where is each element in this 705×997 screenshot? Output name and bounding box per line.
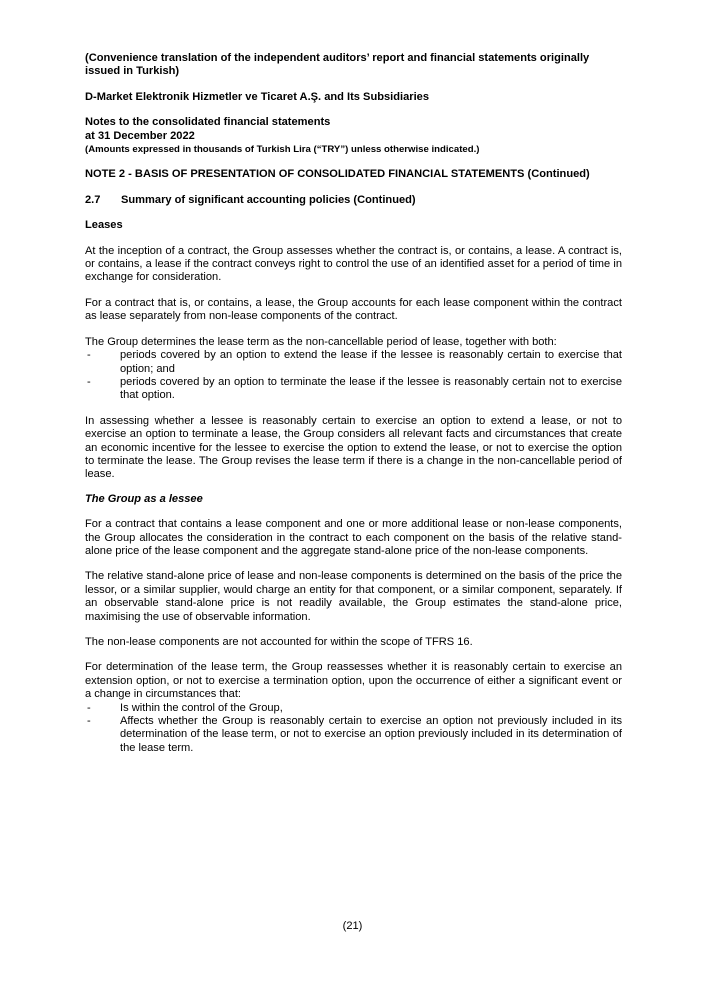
circumstances-list [85, 702, 622, 756]
section-heading [85, 194, 622, 207]
list-item [85, 702, 622, 715]
note-title: NOTE 2 - BASIS OF PRESENTATION OF CONSOLIDATED FINANCIAL STATEMENTS (Continued) [85, 168, 590, 181]
paragraph-5: For a contract that contains a lease component and one or more additional lease or non-lease components, the Group allocates the consideration in the contract to each component on the basis of the relative stand-alone price of the lease component and the aggregate stand-alone price of the non-lease components. [85, 518, 622, 557]
company-name: D-Market Elektronik Hizmetler ve Ticaret A.Ş. and Its Subsidiaries [85, 90, 430, 103]
paragraph-4: In assessing whether a lessee is reasonably certain to exercise an option to extend a lease, or not to exercise an option to terminate a lease, the Group considers all relevant facts and circumstances that create an economic incentive for the lessee to exercise the option to extend the lease, or not to exercise the option to terminate the lease. The Group revises the lease term if there is a change in the non-cancellable period of lease. [85, 414, 622, 481]
list-item [85, 349, 622, 376]
list-item-text: periods covered by an option to terminate the lease if the lessee is reasonably certain not to exercise that option. [120, 375, 622, 402]
document-page [85, 52, 622, 755]
list-item-text: periods covered by an option to extend the lease if the lessee is reasonably certain to exercise that option; and [120, 349, 622, 375]
list-item-text: Affects whether the Group is reasonably certain to exercise an option not previously included in its determination of the lease term, or not to exercise an option previously included in its determination of the lease term. [120, 715, 622, 754]
paragraph-6: The relative stand-alone price of lease and non-lease components is determined on the basis of the price the lessor, or a similar supplier, would charge an entity for that component, or a similar component, separately. If an observable stand-alone price is not readily available, the Group estimates the stand-alone price, maximising the use of observable information. [85, 570, 622, 623]
section-number: 2.7 [85, 193, 101, 206]
list-dash: - [87, 375, 91, 388]
convenience-note: (Convenience translation of the independent auditors’ report and financial statements originally issued in Turkish) [85, 52, 590, 78]
leases-heading: Leases [85, 219, 123, 232]
paragraph-1: At the inception of a contract, the Group assesses whether the contract is, or contains, a lease. A contract is, or contains, a lease if the contract conveys right to control the use of an identified asset for a period of time in exchange for consideration. [85, 244, 622, 284]
paragraph-8: For determination of the lease term, the Group reassesses whether it is reasonably certain to exercise an extension option, or not to exercise a termination option, upon the occurrence of either a significant event or a change in circumstances that: [85, 661, 622, 701]
report-date: at 31 December 2022 [85, 129, 195, 142]
lease-term-list [85, 349, 622, 403]
section-title: Summary of significant accounting policies (Continued) [121, 193, 416, 206]
list-item-text: Is within the control of the Group, [120, 701, 283, 714]
lessee-heading: The Group as a lessee [85, 492, 203, 505]
list-item [85, 715, 622, 755]
list-dash: - [87, 349, 91, 362]
amounts-note: (Amounts expressed in thousands of Turkish Lira (“TRY”) unless otherwise indicated.) [85, 144, 480, 156]
paragraph-3: The Group determines the lease term as the non-cancellable period of lease, together with both: [85, 335, 557, 348]
list-dash: - [87, 701, 91, 714]
list-item [85, 376, 622, 403]
notes-title: Notes to the consolidated financial statements [85, 116, 331, 129]
list-dash: - [87, 715, 91, 728]
paragraph-2: For a contract that is, or contains, a lease, the Group accounts for each lease component within the contract as lease separately from non-lease components of the contract. [85, 296, 622, 323]
page-number: (21) [342, 920, 363, 932]
paragraph-7: The non-lease components are not accounted for within the scope of TFRS 16. [85, 636, 473, 648]
